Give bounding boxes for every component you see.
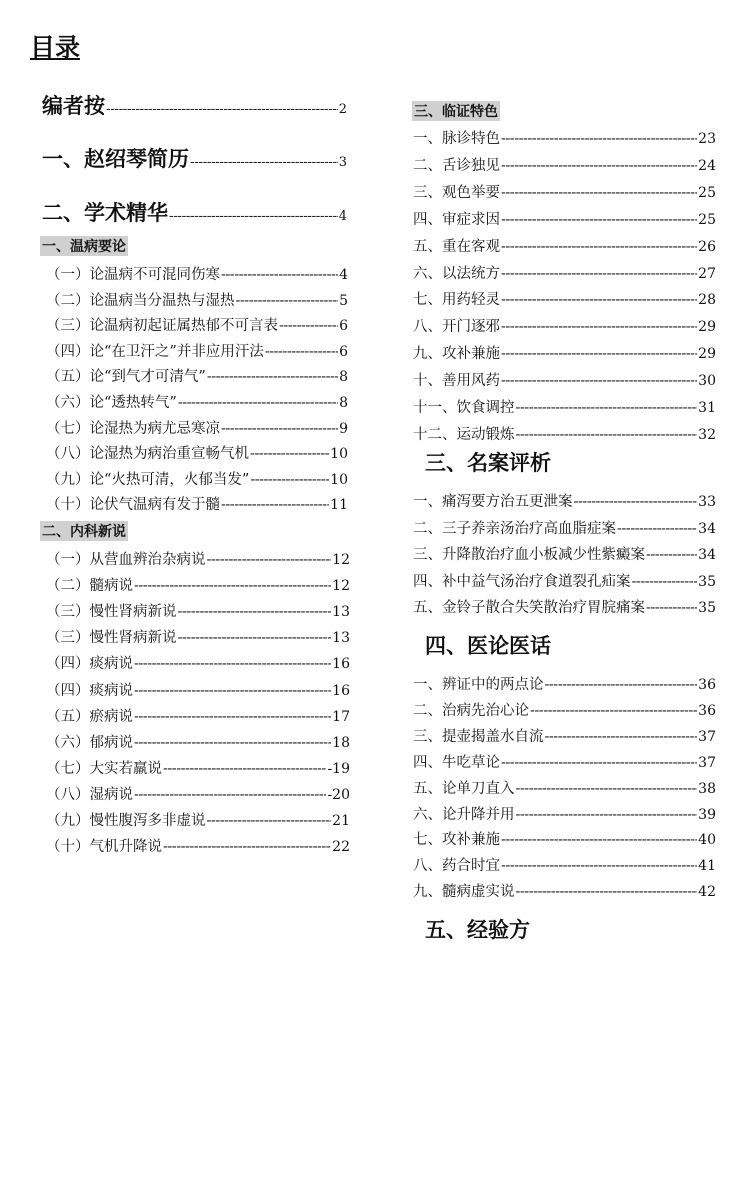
toc-entry[interactable] [46, 548, 350, 569]
dot-leader [516, 884, 698, 900]
dot-leader [545, 677, 698, 693]
toc-entry[interactable] [413, 570, 716, 591]
toc-entry-page: 39 [698, 806, 716, 823]
toc-entry-page: 38 [698, 780, 716, 797]
dot-leader [178, 604, 332, 620]
toc-entry-page: 25 [698, 211, 716, 228]
toc-entry[interactable] [413, 543, 716, 564]
toc-entry-title: 五、论单刀直入 [413, 780, 515, 797]
toc-entry-page: 4 [338, 209, 347, 224]
toc-entry-page: 34 [698, 547, 716, 563]
dot-leader [501, 319, 697, 335]
toc-entry-page: -20 [327, 786, 350, 803]
dot-leader [134, 709, 331, 725]
toc-entry-title: 一、辨证中的两点论 [413, 677, 544, 693]
toc-entry-page: 17 [332, 708, 350, 725]
toc-entry[interactable] [413, 235, 716, 256]
dot-leader [178, 395, 338, 411]
dot-leader [134, 656, 331, 672]
dot-leader [169, 209, 338, 224]
page-title: 目录 [30, 33, 81, 62]
toc-entry[interactable] [46, 574, 350, 595]
toc-entry-title: （七）论湿热为病尤忌寒凉 [46, 420, 220, 437]
toc-entry-page: 9 [339, 420, 348, 437]
dot-leader [134, 578, 331, 594]
toc-entry-title: （十）论伏气温病有发于髓 [46, 497, 220, 514]
toc-entry[interactable] [413, 127, 716, 148]
toc-entry-page: 41 [698, 858, 716, 875]
toc-entry-title: 二、三子养亲汤治疗高血脂症案 [413, 520, 616, 537]
toc-entry-page: 8 [339, 395, 348, 411]
toc-entry[interactable] [46, 757, 350, 778]
dot-leader [632, 574, 698, 590]
toc-entry[interactable] [413, 673, 716, 694]
toc-entry-page: 40 [698, 832, 716, 849]
toc-entry[interactable] [46, 493, 348, 514]
toc-entry-page: 2 [338, 102, 347, 117]
toc-entry[interactable] [413, 262, 716, 283]
toc-entry[interactable] [413, 517, 716, 538]
dot-leader [221, 267, 338, 283]
toc-entry[interactable] [46, 705, 350, 726]
toc-entry[interactable] [46, 652, 350, 673]
toc-entry[interactable] [46, 731, 350, 752]
toc-entry-title: 二、舌诊独见 [413, 157, 500, 174]
toc-entry-title: （八）论湿热为病治重宣畅气机 [46, 446, 249, 463]
toc-entry[interactable] [413, 803, 716, 824]
dot-leader [501, 239, 697, 255]
toc-entry-title: 三、观色举要 [413, 184, 500, 201]
section-heading: 四、医论医话 [425, 634, 551, 658]
toc-entry-title: （五）瘀病说 [46, 708, 133, 725]
toc-entry-page: 42 [698, 884, 716, 901]
toc-entry-page: 12 [332, 578, 350, 595]
dot-leader [279, 318, 338, 334]
toc-entry[interactable] [413, 181, 716, 202]
toc-entry-title: （三）慢性肾病新说 [46, 630, 177, 647]
toc-entry-title: 二、学术精华 [42, 201, 168, 225]
dot-leader [265, 344, 338, 360]
toc-entry-page: 22 [332, 839, 350, 856]
toc-entry[interactable] [413, 725, 716, 746]
toc-entry-title: 八、药合时宜 [413, 858, 500, 875]
dot-leader [501, 346, 697, 362]
toc-entry[interactable] [46, 365, 348, 386]
toc-entry[interactable] [42, 143, 347, 173]
dot-leader [163, 839, 331, 855]
toc-entry-page: 28 [698, 292, 716, 309]
dot-leader [190, 155, 338, 170]
toc-entry[interactable] [413, 699, 716, 720]
dot-leader [501, 212, 697, 228]
toc-entry-page: 34 [698, 520, 716, 537]
dot-leader [134, 683, 331, 699]
dot-leader [617, 521, 697, 537]
dot-leader [207, 813, 332, 829]
toc-entry-title: 六、以法统方 [413, 265, 500, 282]
toc-entry[interactable] [413, 880, 716, 901]
section-heading: 五、经验方 [425, 918, 530, 942]
toc-entry[interactable] [46, 314, 348, 335]
toc-entry-page: 26 [698, 238, 716, 255]
dot-leader [250, 446, 329, 462]
toc-entry[interactable] [413, 423, 716, 444]
toc-entry[interactable] [42, 197, 347, 227]
dot-leader [501, 185, 697, 201]
toc-entry-page: 21 [332, 813, 350, 829]
section-heading: 三、临证特色 [412, 101, 500, 121]
dot-leader [574, 494, 698, 510]
section-heading: 三、名案评析 [425, 451, 551, 475]
toc-entry[interactable] [46, 600, 350, 621]
toc-entry-title: 一、脉诊特色 [413, 131, 500, 147]
toc-entry-title: （四）痰病说 [46, 682, 133, 699]
dot-leader [501, 858, 697, 874]
toc-entry[interactable] [413, 288, 716, 309]
section-heading: 一、温病要论 [40, 236, 128, 256]
dot-leader [501, 158, 697, 174]
toc-entry-page: 16 [332, 656, 350, 673]
toc-entry-page: 29 [698, 319, 716, 336]
toc-entry-title: 十、善用风药 [413, 373, 500, 390]
toc-entry[interactable] [46, 679, 350, 700]
dot-leader [516, 427, 698, 443]
dot-leader [163, 761, 326, 777]
dot-leader [501, 832, 697, 848]
toc-entry-title: （七）大实若羸说 [46, 760, 162, 777]
toc-entry[interactable] [413, 490, 716, 511]
toc-entry-page: 13 [332, 604, 350, 621]
toc-entry[interactable] [46, 263, 348, 284]
toc-entry-page: 25 [698, 184, 716, 201]
toc-entry[interactable] [413, 369, 716, 390]
toc-entry-title: （六）论“透热转气” [46, 395, 177, 411]
toc-entry-page: 36 [698, 677, 716, 693]
section-heading: 二、内科新说 [40, 521, 128, 541]
toc-entry-title: （二）论温病当分温热与湿热 [46, 292, 235, 309]
toc-entry-title: 十一、饮食调控 [413, 400, 515, 416]
toc-entry-title: （三）慢性肾病新说 [46, 604, 177, 621]
toc-entry-page: 6 [339, 318, 348, 335]
toc-entry-page: 36 [698, 702, 716, 719]
toc-entry-title: 四、补中益气汤治疗食道裂孔疝案 [413, 573, 631, 590]
toc-entry[interactable] [413, 154, 716, 175]
toc-entry-page: 31 [698, 400, 716, 416]
toc-entry-title: （四）痰病说 [46, 656, 133, 673]
toc-entry-title: （三）论温病初起证属热郁不可言表 [46, 318, 278, 335]
toc-entry-title: 四、审症求因 [413, 211, 500, 228]
toc-entry-title: （二）髓病说 [46, 578, 133, 595]
toc-entry-title: （四）论“在卫汗之”并非应用汗法 [46, 343, 264, 360]
dot-leader [106, 102, 338, 117]
dot-leader [236, 293, 339, 309]
toc-entry-page: -19 [327, 760, 350, 777]
toc-entry-title: 五、重在客观 [413, 238, 500, 255]
toc-entry[interactable] [46, 391, 348, 412]
toc-entry-page: 10 [330, 446, 348, 463]
dot-leader [207, 552, 332, 568]
toc-entry-title: 一、痛泻要方治五更泄案 [413, 494, 573, 510]
toc-entry-title: （一）从营血辨治杂病说 [46, 552, 206, 568]
toc-entry-page: 27 [698, 265, 716, 282]
dot-leader [501, 755, 697, 771]
toc-entry[interactable] [46, 626, 350, 647]
toc-entry-page: 29 [698, 346, 716, 363]
toc-entry-page: 35 [698, 600, 716, 616]
toc-entry-page: 11 [330, 497, 348, 514]
toc-entry-title: （八）湿病说 [46, 786, 133, 803]
toc-entry-title: （九）慢性腹泻多非虚说 [46, 813, 206, 829]
toc-entry-page: 18 [332, 734, 350, 751]
toc-entry[interactable] [413, 208, 716, 229]
toc-entry-title: 四、牛吃草论 [413, 754, 500, 771]
toc-entry-title: 十二、运动锻炼 [413, 426, 515, 443]
toc-entry[interactable] [46, 809, 350, 830]
dot-leader [530, 703, 697, 719]
toc-entry[interactable] [42, 90, 347, 120]
toc-entry-title: 六、论升降并用 [413, 806, 515, 823]
toc-entry-title: 九、髓病虚实说 [413, 884, 515, 901]
toc-entry-page: 12 [332, 552, 350, 568]
toc-entry-page: 37 [698, 728, 716, 745]
dot-leader [134, 787, 326, 803]
toc-entry-title: 三、升降散治疗血小板减少性紫癜案 [413, 547, 645, 563]
toc-entry-title: （五）论“到气才可清气” [46, 369, 206, 386]
toc-entry[interactable] [46, 442, 348, 463]
toc-entry-page: 6 [339, 343, 348, 360]
toc-entry[interactable] [46, 783, 350, 804]
dot-leader [516, 400, 698, 416]
toc-entry[interactable] [413, 854, 716, 875]
toc-entry-page: 32 [698, 426, 716, 443]
dot-leader [516, 807, 698, 823]
toc-entry[interactable] [413, 315, 716, 336]
toc-entry[interactable] [413, 596, 716, 617]
toc-entry-title: （九）论“火热可清，火郁当发” [46, 471, 250, 488]
toc-entry-page: 37 [698, 754, 716, 771]
toc-entry[interactable] [413, 751, 716, 772]
dot-leader [516, 781, 698, 797]
toc-entry[interactable] [413, 396, 716, 417]
toc-entry-page: 5 [339, 292, 348, 309]
toc-entry[interactable] [413, 828, 716, 849]
toc-entry-title: 五、金铃子散合失笑散治疗胃脘痛案 [413, 600, 645, 616]
dot-leader [501, 373, 697, 389]
toc-entry-title: 编者按 [42, 94, 105, 118]
toc-entry[interactable] [413, 342, 716, 363]
dot-leader [501, 292, 697, 308]
toc-entry-title: 二、治病先治心论 [413, 702, 529, 719]
dot-leader [545, 729, 698, 745]
toc-entry-page: 33 [698, 494, 716, 510]
toc-entry[interactable] [413, 777, 716, 798]
toc-entry-title: （一）论温病不可混同伤寒 [46, 267, 220, 283]
dot-leader [250, 472, 329, 488]
dot-leader [646, 600, 697, 616]
dot-leader [501, 131, 697, 147]
toc-entry-page: 3 [338, 155, 347, 170]
toc-entry-page: 8 [339, 369, 348, 386]
toc-entry-title: 九、攻补兼施 [413, 346, 500, 363]
toc-entry-page: 23 [698, 131, 716, 147]
toc-entry-page: 35 [698, 573, 716, 590]
toc-entry-page: 24 [698, 157, 716, 174]
dot-leader [207, 369, 338, 385]
toc-entry-title: 七、用药轻灵 [413, 292, 500, 309]
dot-leader [646, 547, 697, 563]
toc-entry[interactable] [46, 289, 348, 310]
dot-leader [178, 630, 332, 646]
dot-leader [501, 266, 697, 282]
toc-entry-title: （六）郁病说 [46, 734, 133, 751]
toc-entry-page: 10 [330, 471, 348, 488]
dot-leader [221, 497, 329, 513]
toc-entry-title: 八、开门逐邪 [413, 319, 500, 336]
toc-entry[interactable] [46, 417, 348, 438]
toc-entry-title: （十）气机升降说 [46, 839, 162, 856]
toc-entry-title: 七、攻补兼施 [413, 832, 500, 849]
toc-entry-page: 4 [339, 267, 348, 283]
toc-entry[interactable] [46, 468, 348, 489]
dot-leader [134, 735, 331, 751]
toc-entry[interactable] [46, 340, 348, 361]
toc-entry-page: 16 [332, 682, 350, 699]
toc-entry[interactable] [46, 835, 350, 856]
toc-entry-title: 三、提壶揭盖水自流 [413, 728, 544, 745]
dot-leader [221, 421, 338, 437]
toc-entry-page: 13 [332, 630, 350, 647]
toc-entry-title: 一、赵绍琴简历 [42, 147, 189, 171]
toc-entry-page: 30 [698, 373, 716, 390]
